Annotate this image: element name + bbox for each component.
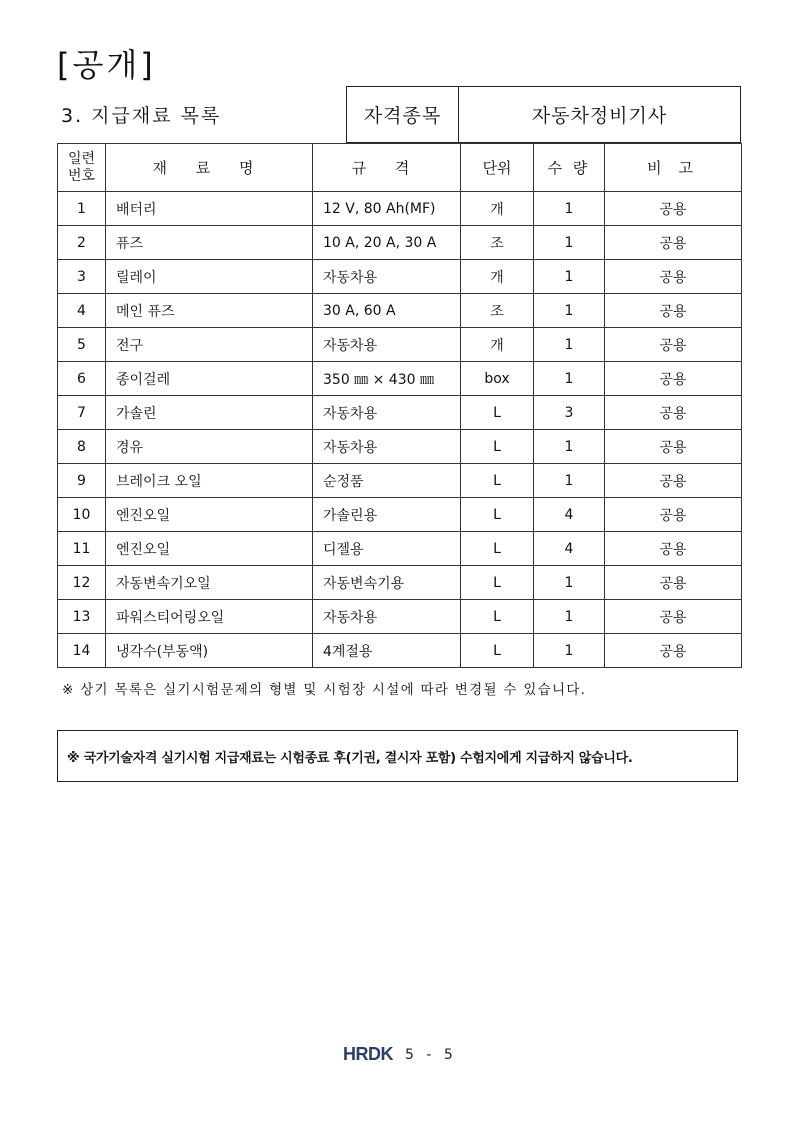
spec-cell: 12 V, 80 Ah(MF) (313, 192, 461, 226)
unit-cell: 조 (461, 294, 534, 328)
serial-cell: 7 (58, 396, 106, 430)
unit-cell: 개 (461, 260, 534, 294)
quantity-cell: 1 (534, 226, 605, 260)
material-name-cell: 종이걸레 (106, 362, 313, 396)
remark-cell: 공용 (605, 362, 742, 396)
material-name-cell: 엔진오일 (106, 498, 313, 532)
material-name-cell: 엔진오일 (106, 532, 313, 566)
quantity-cell: 1 (534, 600, 605, 634)
column-header: 규 격 (313, 144, 461, 192)
material-name-cell: 냉각수(부동액) (106, 634, 313, 668)
spec-cell: 30 A, 60 A (313, 294, 461, 328)
section-title: 3. 지급재료 목록 (61, 105, 222, 127)
unit-cell: L (461, 498, 534, 532)
remark-cell: 공용 (605, 464, 742, 498)
quantity-cell: 1 (534, 260, 605, 294)
table-row (58, 192, 742, 226)
remark-cell: 공용 (605, 396, 742, 430)
serial-cell: 12 (58, 566, 106, 600)
quantity-cell: 3 (534, 396, 605, 430)
hrdk-logo: HRDK (343, 1044, 393, 1064)
serial-cell: 3 (58, 260, 106, 294)
column-header: 재 료 명 (106, 144, 313, 192)
serial-cell: 2 (58, 226, 106, 260)
material-name-cell: 퓨즈 (106, 226, 313, 260)
table-row (58, 226, 742, 260)
spec-cell: 자동변속기용 (313, 566, 461, 600)
notice-text: ※ 국가기술자격 실기시험 지급재료는 시험종료 후(기권, 결시자 포함) 수험지에게 지급하지 않습니다. (67, 750, 633, 766)
qualification-label: 자격종목 (347, 87, 459, 143)
page-footer (343, 1044, 457, 1065)
table-row (58, 362, 742, 396)
remark-cell: 공용 (605, 498, 742, 532)
serial-cell: 11 (58, 532, 106, 566)
table-row (58, 498, 742, 532)
material-name-cell: 배터리 (106, 192, 313, 226)
spec-cell: 350 ㎜ × 430 ㎜ (313, 362, 461, 396)
spec-cell: 자동차용 (313, 600, 461, 634)
table-row (58, 260, 742, 294)
table-row (58, 566, 742, 600)
quantity-cell: 1 (534, 362, 605, 396)
unit-cell: L (461, 464, 534, 498)
spec-cell: 가솔린용 (313, 498, 461, 532)
serial-cell: 9 (58, 464, 106, 498)
serial-cell: 1 (58, 192, 106, 226)
quantity-cell: 1 (534, 634, 605, 668)
quantity-cell: 1 (534, 430, 605, 464)
quantity-cell: 1 (534, 566, 605, 600)
column-header: 일련 번호 (58, 144, 106, 192)
remark-cell: 공용 (605, 532, 742, 566)
spec-cell: 자동차용 (313, 430, 461, 464)
material-name-cell: 브레이크 오일 (106, 464, 313, 498)
spec-cell: 자동차용 (313, 328, 461, 362)
quantity-cell: 1 (534, 464, 605, 498)
column-header: 단위 (461, 144, 534, 192)
remark-cell: 공용 (605, 294, 742, 328)
page-number: 5 - 5 (405, 1046, 457, 1063)
material-name-cell: 릴레이 (106, 260, 313, 294)
serial-cell: 5 (58, 328, 106, 362)
serial-cell: 6 (58, 362, 106, 396)
spec-cell: 순정품 (313, 464, 461, 498)
table-row (58, 396, 742, 430)
remark-cell: 공용 (605, 328, 742, 362)
spec-cell: 10 A, 20 A, 30 A (313, 226, 461, 260)
material-name-cell: 가솔린 (106, 396, 313, 430)
material-name-cell: 파워스티어링오일 (106, 600, 313, 634)
remark-cell: 공용 (605, 566, 742, 600)
table-row (58, 634, 742, 668)
remark-cell: 공용 (605, 192, 742, 226)
column-header: 수 량 (534, 144, 605, 192)
table-row (58, 294, 742, 328)
unit-cell: L (461, 430, 534, 464)
serial-cell: 10 (58, 498, 106, 532)
material-name-cell: 자동변속기오일 (106, 566, 313, 600)
spec-cell: 4계절용 (313, 634, 461, 668)
table-row (58, 532, 742, 566)
serial-cell: 8 (58, 430, 106, 464)
table-row (58, 600, 742, 634)
spec-cell: 자동차용 (313, 396, 461, 430)
unit-cell: L (461, 634, 534, 668)
serial-cell: 13 (58, 600, 106, 634)
serial-cell: 4 (58, 294, 106, 328)
header-table (57, 86, 741, 143)
table-row (58, 328, 742, 362)
spec-cell: 자동차용 (313, 260, 461, 294)
table-header-row (58, 144, 742, 192)
quantity-cell: 1 (534, 192, 605, 226)
quantity-cell: 4 (534, 498, 605, 532)
public-badge: [공개] (57, 46, 156, 84)
remark-cell: 공용 (605, 600, 742, 634)
quantity-cell: 4 (534, 532, 605, 566)
remark-cell: 공용 (605, 634, 742, 668)
notice-box (57, 730, 738, 782)
unit-cell: L (461, 566, 534, 600)
qualification-value: 자동차정비기사 (459, 87, 741, 143)
spec-cell: 디젤용 (313, 532, 461, 566)
material-name-cell: 경유 (106, 430, 313, 464)
quantity-cell: 1 (534, 294, 605, 328)
change-note: ※ 상기 목록은 실기시험문제의 형별 및 시험장 시설에 따라 변경될 수 있습니다. (62, 682, 587, 698)
remark-cell: 공용 (605, 226, 742, 260)
material-name-cell: 전구 (106, 328, 313, 362)
column-header: 비 고 (605, 144, 742, 192)
remark-cell: 공용 (605, 430, 742, 464)
material-name-cell: 메인 퓨즈 (106, 294, 313, 328)
remark-cell: 공용 (605, 260, 742, 294)
unit-cell: box (461, 362, 534, 396)
unit-cell: L (461, 396, 534, 430)
unit-cell: 조 (461, 226, 534, 260)
materials-table (57, 143, 742, 668)
unit-cell: 개 (461, 192, 534, 226)
table-row (58, 430, 742, 464)
unit-cell: L (461, 600, 534, 634)
unit-cell: L (461, 532, 534, 566)
unit-cell: 개 (461, 328, 534, 362)
quantity-cell: 1 (534, 328, 605, 362)
table-row (58, 464, 742, 498)
serial-cell: 14 (58, 634, 106, 668)
